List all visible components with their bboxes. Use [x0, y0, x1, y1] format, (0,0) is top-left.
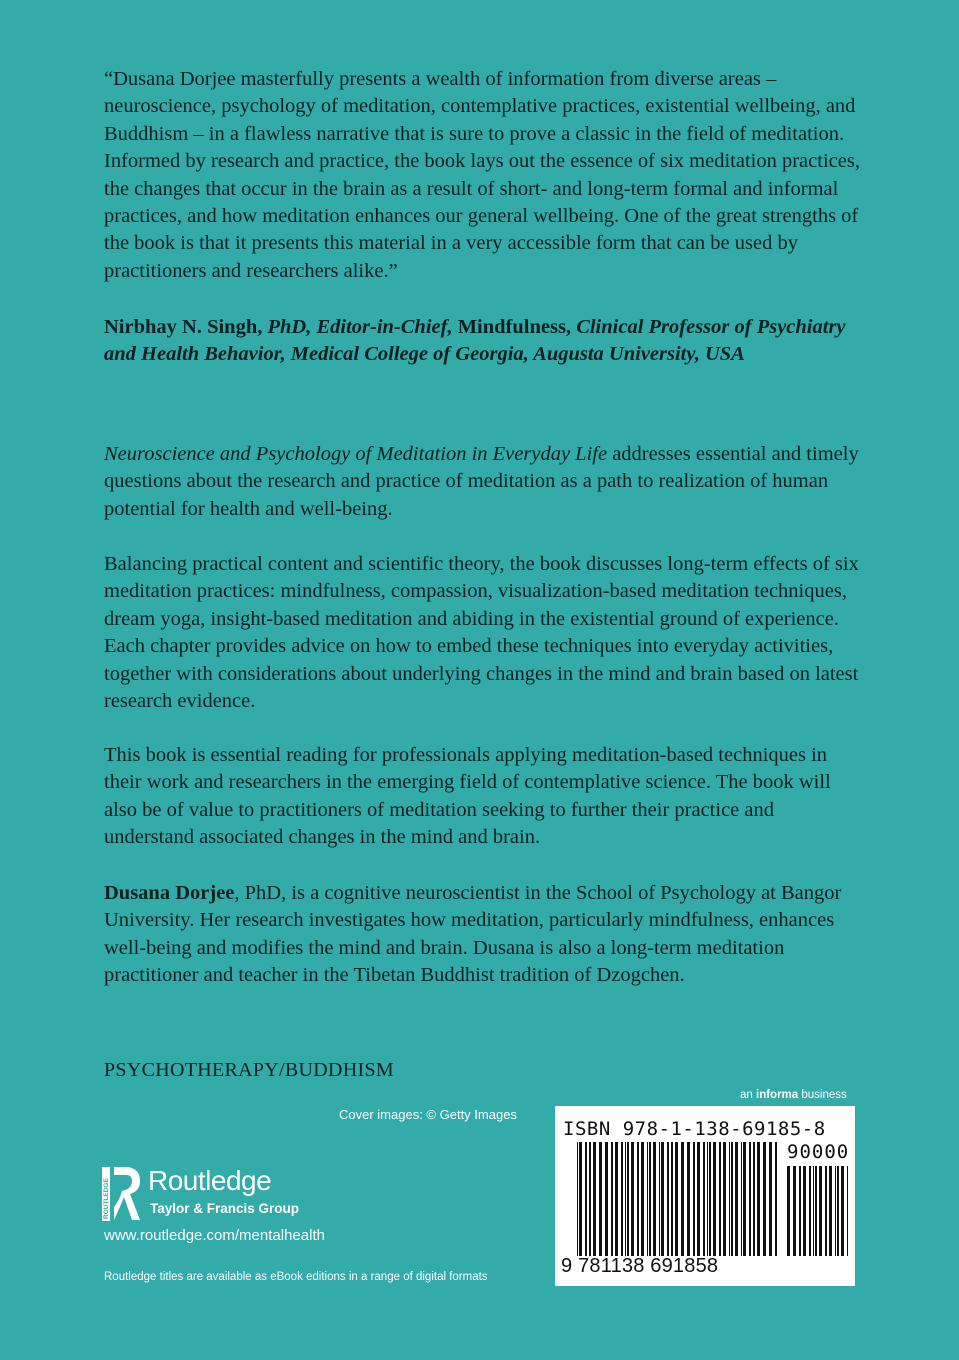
- barcode-bar: [743, 1142, 746, 1256]
- barcode-bar: [703, 1142, 705, 1256]
- informa-brand: informa: [756, 1089, 799, 1101]
- barcode-bar: [723, 1142, 726, 1256]
- barcode-bar: [815, 1166, 817, 1256]
- publisher-website-link[interactable]: www.routledge.com/mentalhealth: [104, 1227, 325, 1244]
- barcode-bar: [625, 1142, 626, 1256]
- barcode-bar: [585, 1142, 587, 1256]
- endorsement-quote: “Dusana Dorjee masterfully presents a wealth of information from diverse areas – neuroscience, psychology of meditation, contemplative practices, existential wellbeing, and Buddhism – in a flawless narrative that is sure to prove a classic in the field of meditation. Informed by research and practice, the book lays out the essence of six meditation practices, the changes that occur in the brain as a result of short- and long-term formal and informal practices, and how meditation enhances our general wellbeing. One of the great strengths of the book is that it presents this material in a very accessible form that can be used by practitioners and researchers alike.”: [104, 68, 860, 282]
- barcode-bar: [813, 1166, 814, 1256]
- barcode-bar: [775, 1142, 777, 1256]
- isbn-number: ISBN 978-1-138-69185-8: [563, 1118, 826, 1140]
- barcode-bar: [641, 1142, 644, 1256]
- barcode-bar: [729, 1142, 730, 1256]
- audience-paragraph: This book is essential reading for professionals applying meditation-based techniques in their work and researchers in the emerging field of contemplative science. The book will also be of value to practitioners of meditation seeking to further their practice and understand associated changes in the mind and brain.: [104, 744, 831, 849]
- barcode-bar: [713, 1142, 716, 1256]
- ebook-note: Routledge titles are available as eBook editions in a range of digital formats: [104, 1271, 488, 1283]
- barcode-bar: [825, 1166, 827, 1256]
- author-bio: [104, 880, 864, 990]
- barcode-bar: [579, 1142, 582, 1256]
- barcode-bar: [763, 1142, 766, 1256]
- barcode-bar: [647, 1142, 648, 1256]
- barcode-bar: [577, 1142, 578, 1256]
- author-bio-text: , PhD, is a cognitive neuroscientist in the School of Psychology at Bangor University. Her research investigates how meditation, particularly mindfulness, enhances well-being and modifies the mind and brain. Dusana is also a long-term meditation practitioner and teacher in the Tibetan Buddhist tradition of Dzogchen.: [104, 882, 842, 987]
- barcode-bar: [787, 1166, 790, 1256]
- barcode-bar: [611, 1142, 613, 1256]
- intro-text: addresses essential and timely questions about the research and practice of meditation as a path to realization of human potential for health and well-being.: [104, 443, 859, 520]
- description-paragraph: Balancing practical content and scientific theory, the book discusses long-term effects of six meditation practices: mindfulness, compassion, visualization-based meditation techniques, dream yoga, insight-based meditation and abiding in the existential ground of experience. Each chapter provides advice on how to embed these techniques into everyday activities, together with considerations about underlying changes in the mind and brain based on latest research evidence.: [104, 553, 859, 713]
- barcode-bar: [659, 1142, 660, 1256]
- barcode-bar: [631, 1142, 634, 1256]
- publisher-group: Taylor & Francis Group: [150, 1201, 300, 1216]
- price-code: 90000: [787, 1141, 850, 1163]
- barcode-bar: [605, 1142, 608, 1256]
- barcode-bar: [589, 1142, 591, 1256]
- barcode-bar: [687, 1142, 690, 1256]
- cover-credit: Cover images: © Getty Images: [339, 1107, 517, 1122]
- barcode-bar: [667, 1142, 669, 1256]
- barcode-bar: [653, 1142, 656, 1256]
- barcode-bar: [799, 1166, 801, 1256]
- barcode-bar: [793, 1166, 796, 1256]
- barcode-bar: [753, 1142, 755, 1256]
- logo-vertical-text: ROUTLEDGE: [103, 1178, 110, 1219]
- barcode-bar: [593, 1142, 596, 1256]
- barcode-bar: [769, 1142, 772, 1256]
- barcode-bar: [615, 1142, 618, 1256]
- barcode-bar: [681, 1142, 684, 1256]
- barcode-bar: [661, 1142, 664, 1256]
- barcode-bar: [719, 1142, 721, 1256]
- author-name: Dusana Dorjee: [104, 882, 235, 904]
- barcode-bar: [757, 1142, 760, 1256]
- barcode-bar: [841, 1166, 844, 1256]
- barcode-bar: [835, 1166, 836, 1256]
- barcode-bar: [693, 1142, 695, 1256]
- endorser-position: Clinical Professor of Psychiatry and Health Behavior, Medical College of Georgia, Augusta University, USA: [104, 316, 846, 366]
- endorsement-attribution: [104, 314, 864, 369]
- barcode-bar: [837, 1166, 839, 1256]
- barcode-bar: [735, 1142, 738, 1256]
- barcode-bar: [599, 1142, 602, 1256]
- barcode-digits: 9 781138 691858: [561, 1255, 719, 1277]
- endorser-role: PhD, Editor-in-Chief,: [267, 316, 453, 338]
- subject-category: PSYCHOTHERAPY/BUDDHISM: [104, 1059, 394, 1081]
- barcode-bar: [697, 1142, 700, 1256]
- barcode-bar: [749, 1142, 751, 1256]
- barcode-bar: [847, 1166, 848, 1256]
- barcode-bar: [637, 1142, 639, 1256]
- barcode-bar: [731, 1142, 733, 1256]
- endorser-journal: Mindfulness,: [457, 316, 572, 338]
- barcode-bar: [707, 1142, 708, 1256]
- barcode-bar: [671, 1142, 673, 1256]
- barcode-bar: [649, 1142, 651, 1256]
- barcode-bar: [627, 1142, 629, 1256]
- endorser-name: Nirbhay N. Singh,: [104, 316, 263, 338]
- informa-business-label: an informa business: [740, 1089, 847, 1101]
- barcode-bar: [803, 1166, 806, 1256]
- intro-paragraph: [104, 441, 864, 523]
- book-title: Neuroscience and Psychology of Meditation in Everyday Life: [104, 443, 608, 465]
- barcode-bar: [809, 1166, 811, 1256]
- barcode-bar: [819, 1166, 822, 1256]
- barcode-bar: [741, 1142, 742, 1256]
- barcode-bar: [709, 1142, 711, 1256]
- barcode-panel: [555, 1106, 855, 1286]
- barcode-bar: [675, 1142, 678, 1256]
- barcode-bar: [829, 1166, 832, 1256]
- publisher-name: Routledge: [148, 1165, 272, 1196]
- barcode-bar: [621, 1142, 623, 1256]
